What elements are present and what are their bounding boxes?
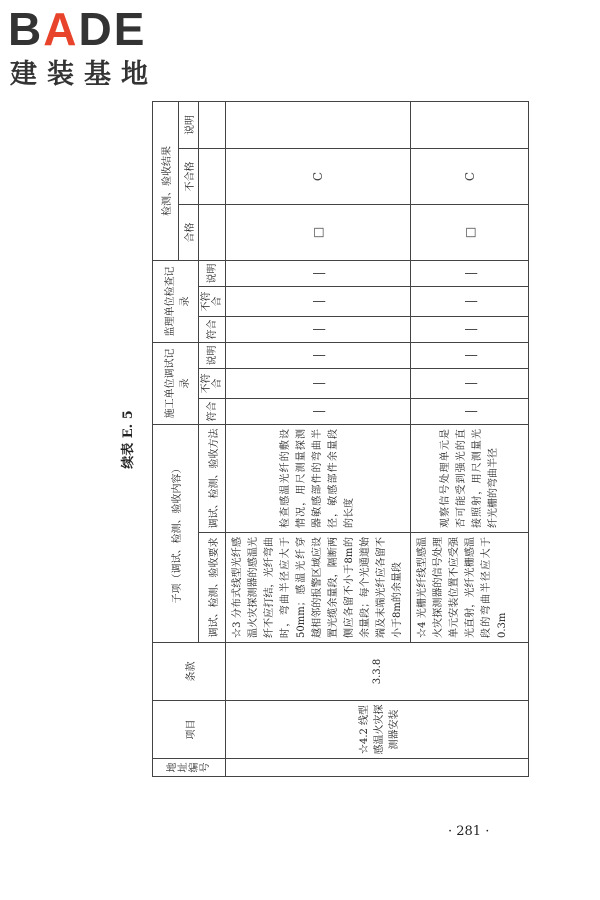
- method-cell: 观察信号处理单元是否可能受到强光的直接照射，用尺测量光纤光栅的弯曲半径: [411, 425, 529, 533]
- requirement-cell: ☆4 光栅光纤线型感温火灾探测器的信号处理单元安装位置不应受强光直射，光纤光栅感温段的弯曲半径应大于0.3m: [411, 533, 529, 643]
- header-result-note: 说明: [179, 101, 199, 148]
- header-construction-nonconform: 不符合: [199, 369, 226, 399]
- supervision-note-cell: |: [226, 260, 411, 286]
- result-header-spacer: [199, 204, 226, 260]
- header-construction-note: 说明: [199, 342, 226, 368]
- construction-conform-cell: |: [226, 399, 411, 425]
- header-supervision-nonconform: 不符合: [199, 286, 226, 316]
- header-supervision-conform: 符合: [199, 316, 226, 342]
- construction-conform-cell: |: [411, 399, 529, 425]
- header-construction-group: 施工单位调试记录: [153, 342, 199, 424]
- result-fail-checkbox[interactable]: C: [226, 148, 411, 204]
- clause-cell: 3.3.8: [226, 643, 529, 701]
- logo-chinese-text: 建装基地: [10, 59, 158, 90]
- header-supervision-note: 说明: [199, 260, 226, 286]
- supervision-conform-cell: |: [226, 316, 411, 342]
- header-clause: 条款: [153, 643, 226, 701]
- header-supervision-group: 监理单位检查记录: [153, 260, 199, 342]
- supervision-nonconform-cell: |: [226, 286, 411, 316]
- logo-wordmark: BADE: [8, 3, 147, 55]
- supervision-conform-cell: |: [411, 316, 529, 342]
- item-cell: ☆4.2 线型感温火灾探测器安装: [226, 701, 529, 759]
- header-subitem-method: 调试、检测、验收方法: [199, 425, 226, 533]
- site-no-cell: [226, 759, 529, 777]
- construction-nonconform-cell: |: [411, 369, 529, 399]
- table-row: [226, 101, 411, 776]
- header-result-group: 检测、验收结果: [153, 101, 179, 260]
- header-subitem-group: 子项（调试、检测、验收内容）: [153, 425, 199, 643]
- method-cell: 检查感温光纤的敷设情况，用尺测量探测器敏感部件的弯曲半径，敏感部件余量段的长度: [226, 425, 411, 533]
- requirement-cell: ☆3 分布式线型光纤感温火灾探测器的感温光纤不应打结，光纤弯曲时，弯曲半径应大于50mm；感温光纤穿越相邻的报警区域应设置光缆余量段，隔断两侧应各留不小于8m的余量段；每个光通道始端及末端光纤应各留不小于8m的余量段: [226, 533, 411, 643]
- result-fail-checkbox[interactable]: C: [411, 148, 529, 204]
- result-pass-checkbox[interactable]: □: [226, 204, 411, 260]
- page-number: · 281 ·: [448, 824, 490, 839]
- inspection-table: [152, 101, 529, 777]
- result-note-cell: [226, 101, 411, 148]
- result-header-spacer: [199, 101, 226, 148]
- rotated-page-content: [110, 102, 508, 777]
- header-site-no: 地址编号: [153, 759, 226, 777]
- result-pass-checkbox[interactable]: □: [411, 204, 529, 260]
- construction-nonconform-cell: |: [226, 369, 411, 399]
- result-header-spacer: [199, 148, 226, 204]
- result-note-cell: [411, 101, 529, 148]
- construction-note-cell: |: [226, 342, 411, 368]
- supervision-note-cell: |: [411, 260, 529, 286]
- header-construction-conform: 符合: [199, 399, 226, 425]
- header-subitem-requirement: 调试、检测、验收要求: [199, 533, 226, 643]
- construction-note-cell: |: [411, 342, 529, 368]
- header-result-pass: 合格: [179, 204, 199, 260]
- table-title: 续表 E. 5: [121, 410, 136, 469]
- header-result-fail: 不合格: [179, 148, 199, 204]
- bade-logo: [8, 3, 178, 96]
- header-item: 项目: [153, 701, 226, 759]
- supervision-nonconform-cell: |: [411, 286, 529, 316]
